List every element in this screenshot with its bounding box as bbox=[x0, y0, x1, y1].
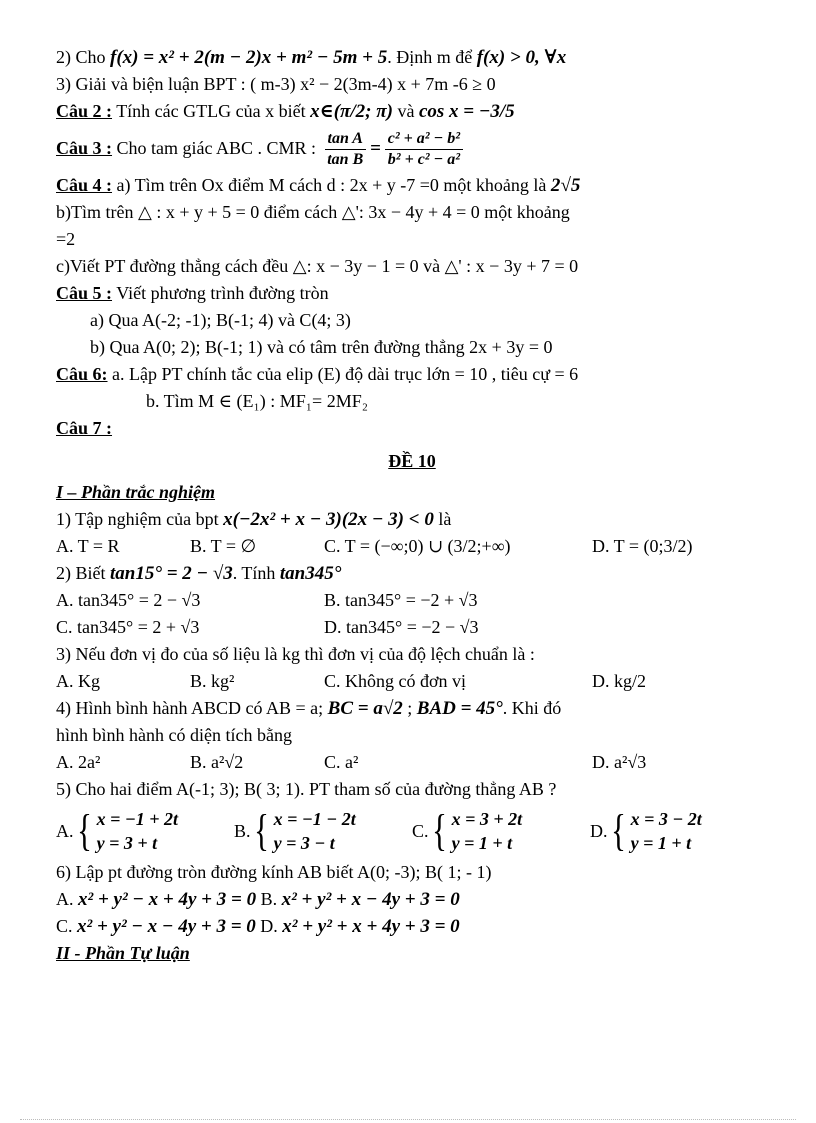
q6-options-cd: C. x² + y² − x − 4y + 3 = 0 D. x² + y² + x + 4y + 3 = 0 bbox=[56, 916, 460, 937]
q2-options-ab bbox=[56, 587, 768, 614]
q4-option-b: B. a²√2 bbox=[190, 752, 244, 772]
q6-option-c: x² + y² − x − 4y + 3 = 0 bbox=[77, 916, 256, 937]
q1-option-d: D. T = (0;3/2) bbox=[592, 536, 693, 556]
q6-options-ab: A. x² + y² − x + 4y + 3 = 0 B. x² + y² + x − 4y + 3 = 0 bbox=[56, 889, 460, 910]
q2-options-cd bbox=[56, 614, 768, 641]
cau-7-label: Câu 7 : bbox=[56, 418, 113, 438]
q3-stem: 3) Nếu đơn vị đo của số liệu là kg thì đơn vị của độ lệch chuẩn là : bbox=[56, 644, 535, 664]
cau-3-label: Câu 3 : bbox=[56, 138, 113, 158]
q2-option-a: A. tan345° = 2 − √3 bbox=[56, 590, 201, 610]
page-bottom-rule bbox=[20, 1119, 796, 1120]
cau-5-label: Câu 5 : bbox=[56, 283, 113, 303]
cau-4-line: Câu 4 : a) Tìm trên Ox điểm M cách d : 2x + y -7 =0 một khoảng là 2√5 bbox=[56, 175, 581, 196]
q1-options bbox=[56, 533, 768, 560]
q5-option-b: B. { x = −1 − 2t y = 3 − t bbox=[234, 806, 356, 855]
q5-option-d: D. { x = 3 − 2t y = 1 + t bbox=[590, 806, 702, 855]
q4-stem-cont: hình bình hành có diện tích bằng bbox=[56, 725, 292, 745]
q6-option-b: x² + y² + x − 4y + 3 = 0 bbox=[281, 889, 460, 910]
q5-option-a: A. { x = −1 + 2t y = 3 + t bbox=[56, 806, 179, 855]
q3-option-c: C. Không có đơn vị bbox=[324, 671, 467, 691]
cau-4-b-cont: =2 bbox=[56, 229, 76, 249]
fraction-sides: $\frac{\text{c² + a² − b²}}{\text{b² + c² − a²}}$ bbox=[385, 129, 463, 170]
q4-option-d: D. a²√3 bbox=[592, 752, 647, 772]
q2-option-b: B. tan345° = −2 + √3 bbox=[324, 590, 478, 610]
q5-options bbox=[56, 803, 768, 859]
q3-option-a: A. Kg bbox=[56, 671, 100, 691]
cau-5-b: b) Qua A(0; 2); B(-1; 1) và có tâm trên đường thẳng 2x + 3y = 0 bbox=[90, 337, 553, 357]
math-condition: f(x) > 0, ∀x bbox=[476, 47, 567, 68]
q3-options bbox=[56, 668, 768, 695]
q1-option-c: C. T = (−∞;0) ∪ (3/2;+∞) bbox=[324, 536, 511, 556]
q5-stem: 5) Cho hai điểm A(-1; 3); B( 3; 1). PT tham số của đường thẳng AB ? bbox=[56, 779, 557, 799]
cau-5-line: Câu 5 : Viết phương trình đường tròn bbox=[56, 283, 329, 303]
q1-option-a: A. T = R bbox=[56, 536, 120, 556]
q1-option-b: B. T = ∅ bbox=[190, 536, 257, 556]
q3-option-d: D. kg/2 bbox=[592, 671, 646, 691]
section-essay: II - Phần Tự luận bbox=[56, 943, 190, 963]
cau-4-b-line: b)Tìm trên △ : x + y + 5 = 0 điểm cách △': 3x − 4y + 4 = 0 một khoảng bbox=[56, 202, 570, 222]
math-function: f(x) = x² + 2(m − 2)x + m² − 5m + 5 bbox=[110, 47, 388, 68]
cau-6-label: Câu 6: bbox=[56, 364, 108, 384]
exam-title: ĐỀ 10 bbox=[388, 451, 436, 471]
cau-5-a: a) Qua A(-2; -1); B(-1; 4) và C(4; 3) bbox=[90, 310, 351, 330]
cau-3-line: Câu 3 : Cho tam giác ABC . CMR : $\frac{\text{tan A}}{\text{tan B}}$ = $\frac{\text{c² + a² − b²}}{\text{b² + c² − a²}}$ bbox=[56, 125, 768, 172]
section-multiple-choice: I – Phần trắc nghiệm bbox=[56, 482, 216, 502]
q2-stem: 2) Biết tan15° = 2 − √3. Tính tan345° bbox=[56, 563, 342, 584]
q5-option-c: C. { x = 3 + 2t y = 1 + t bbox=[412, 806, 523, 855]
document-page bbox=[56, 44, 768, 967]
fraction-tan: $\frac{\text{tan A}}{\text{tan B}}$ bbox=[325, 129, 366, 170]
cau-6-b: b. Tìm M ∈ (E₁) : MF₁= 2MF₂ bbox=[146, 391, 368, 411]
q1-stem: 1) Tập nghiệm của bpt x(−2x² + x − 3)(2x − 3) < 0 là bbox=[56, 509, 452, 530]
cau-2-label: Câu 2 : bbox=[56, 101, 113, 121]
q3-option-b: B. kg² bbox=[190, 671, 235, 691]
q4-options bbox=[56, 749, 768, 776]
cau-6-line: Câu 6: a. Lập PT chính tắc của elip (E) độ dài trục lớn = 10 , tiêu cự = 6 bbox=[56, 364, 579, 384]
q6-option-d: x² + y² + x + 4y + 3 = 0 bbox=[282, 916, 460, 937]
problem-3-line: 3) Giải và biện luận BPT : ( m-3) x² − 2(3m-4) x + 7m -6 ≥ 0 bbox=[56, 74, 496, 94]
q4-option-c: C. a² bbox=[324, 752, 359, 772]
q4-option-a: A. 2a² bbox=[56, 752, 101, 772]
q4-stem: 4) Hình bình hành ABCD có AB = a; BC = a√2 ; BAD = 45°. Khi đó bbox=[56, 698, 562, 719]
q2-option-c: C. tan345° = 2 + √3 bbox=[56, 617, 200, 637]
problem-2-line: 2) Cho f(x) = x² + 2(m − 2)x + m² − 5m + 5. Định m để f(x) > 0, ∀x bbox=[56, 47, 567, 68]
cau-4-c-line: c)Viết PT đường thẳng cách đều △: x − 3y − 1 = 0 và △' : x − 3y + 7 = 0 bbox=[56, 256, 579, 276]
q2-option-d: D. tan345° = −2 − √3 bbox=[324, 617, 479, 637]
cau-7-line bbox=[56, 415, 768, 442]
cau-4-label: Câu 4 : bbox=[56, 175, 113, 195]
q6-option-a: x² + y² − x + 4y + 3 = 0 bbox=[78, 889, 257, 910]
cau-2-line: Câu 2 : Tính các GTLG của x biết x∈(π/2; π) và cos x = −3/5 bbox=[56, 101, 515, 122]
q6-stem: 6) Lập pt đường tròn đường kính AB biết A(0; -3); B( 1; - 1) bbox=[56, 862, 492, 882]
